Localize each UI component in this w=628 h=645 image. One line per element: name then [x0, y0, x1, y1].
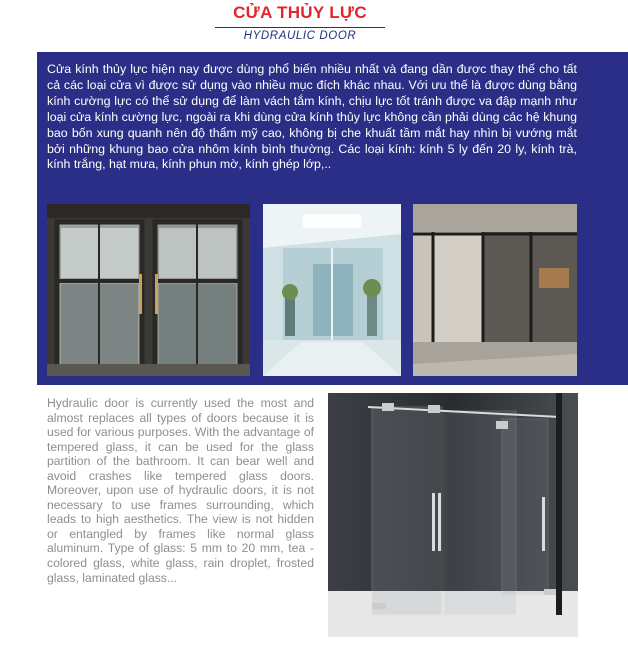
- page-subtitle: HYDRAULIC DOOR: [243, 30, 357, 42]
- glass-partition-office-photo: [413, 204, 577, 376]
- page-header: [215, 2, 385, 46]
- title-underline: [215, 27, 385, 28]
- dark-framed-glass-double-door-photo: [47, 204, 250, 376]
- frameless-glass-entrance-photo: [263, 204, 401, 376]
- intro-text-english: Hydraulic door is currently used the most and almost replaces all types of doors because it is used for various purposes. With the advantage of tempered glass, it can be used for the glass partition of the bathroom. It can bear well and avoid crashes like tempered glass doors. Moreover, upon use of hydraulic doors, it is not necessary to use frames surrounding, which leads to high aesthetics. The view is not hidden or entangled by frames like normal glass aluminum. Type of glass: 5 mm to 20 mm, tea - colored glass, white glass, rain droplet, frosted glass, laminated glass...: [47, 396, 314, 585]
- intro-text-vietnamese: Cửa kính thủy lực hiện nay được dùng phổ biến nhiều nhất và đang dần được thay thế cho tất cả các loại cửa vì được sử dụng vào nhiều mục đích khác nhau. Với ưu thế là được dùng bằng kính cường lực có thể sử dụng để làm vách tắm kính, chịu lực tốt tránh được va đập mạnh như loại cửa kính cường lực, ngoài ra khi dùng cửa kính thủy lực không cần phải dùng các hệ khung bao bốn xung quanh nên độ thẩm mỹ cao, không bị che khuất tầm mắt hay nhìn bị vướng mắt bởi những khung bao cửa nhôm kính bình thường. Các loại kính: kính 5 ly đến 20 ly, kính trà, kính trắng, hạt mưa, kính phun mờ, kính ghép lớp,..: [47, 62, 577, 172]
- page-title: CỬA THỦY LỰC: [233, 3, 367, 22]
- frameless-hydraulic-glass-door-photo: [328, 393, 578, 637]
- vietnamese-intro-panel: [37, 52, 628, 385]
